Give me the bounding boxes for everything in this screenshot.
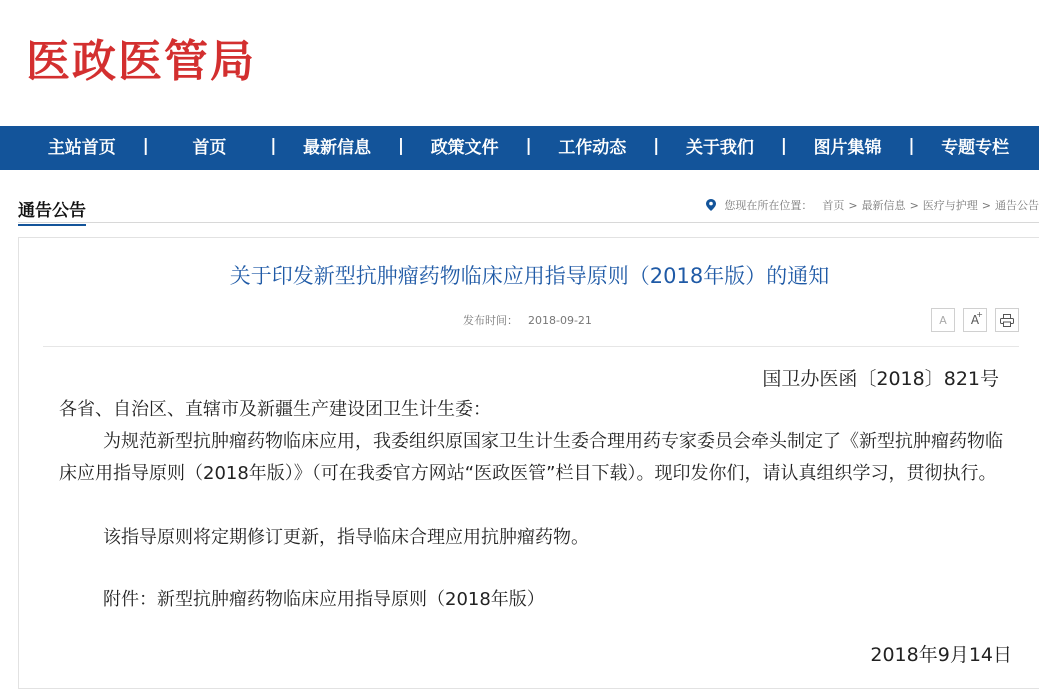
nav-item-work-news[interactable]: 工作动态 (558, 138, 627, 158)
print-button[interactable] (995, 308, 1019, 332)
attachment-line[interactable]: 附件：新型抗肿瘤药物临床应用指导原则（2018年版） (103, 589, 545, 610)
article-title: 关于印发新型抗肿瘤药物临床应用指导原则（2018年版）的通知 (229, 264, 830, 288)
nav-item-main-home[interactable]: 主站首页 (47, 138, 116, 158)
body-paragraph-2: 该指导原则将定期修订更新，指导临床合理应用抗肿瘤药物。 (103, 527, 589, 548)
article-container (18, 237, 1039, 689)
breadcrumb-link-notices[interactable]: 通告公告 (995, 199, 1039, 212)
nav-item-gallery[interactable]: 图片集锦 (813, 138, 882, 158)
nav-item-latest[interactable]: 最新信息 (303, 138, 372, 158)
font-smaller-button[interactable]: A (931, 308, 955, 332)
breadcrumb-link-latest[interactable]: 最新信息 (861, 199, 906, 212)
section-header (18, 192, 1039, 223)
article-tools (931, 308, 1027, 332)
nav-item-policy[interactable]: 政策文件 (430, 138, 499, 158)
main-nav: 主站首页 | 首页 | 最新信息 | 政策文件 | 工作动态 | 关于我们 | 图片集锦 | 专题专栏 (0, 126, 1039, 170)
breadcrumb-link-home[interactable]: 首页 (822, 199, 845, 212)
nav-item-about[interactable]: 关于我们 (685, 138, 754, 158)
font-larger-button[interactable]: A + (963, 308, 987, 332)
sign-date: 2018年9月14日 (870, 644, 1012, 666)
section-title: 通告公告 (18, 196, 86, 226)
publish-info (463, 312, 592, 328)
location-pin-icon (706, 199, 716, 211)
nav-item-topics[interactable]: 专题专栏 (941, 138, 1010, 158)
breadcrumb-separator: > (981, 198, 991, 212)
breadcrumb-link-medical[interactable]: 医疗与护理 (922, 199, 978, 212)
document-number: 国卫办医函〔2018〕821号 (762, 368, 999, 390)
nav-item-home[interactable]: 首页 (192, 138, 227, 158)
divider (43, 346, 1019, 347)
site-logo[interactable]: 医政医管局 (26, 36, 256, 87)
breadcrumb-separator: > (909, 198, 919, 212)
body-paragraph-1: 为规范新型抗肿瘤药物临床应用，我委组织原国家卫生计生委合理用药专家委员会牵头制定了《新型抗肿瘤药物临床应用指导原则（2018年版）》（可在我委官方网站“医政医管”栏目下载）。现印发你们，请认真组织学习，贯彻执行。 (59, 431, 1003, 484)
print-icon (1000, 314, 1014, 327)
publish-label: 发布时间： (463, 314, 518, 327)
breadcrumb (706, 197, 1039, 213)
breadcrumb-prefix: 您现在所在位置： (724, 199, 813, 212)
breadcrumb-separator: > (848, 198, 858, 212)
publish-date: 2018-09-21 (528, 314, 592, 327)
salutation: 各省、自治区、直辖市及新疆生产建设团卫生计生委： (59, 399, 491, 420)
